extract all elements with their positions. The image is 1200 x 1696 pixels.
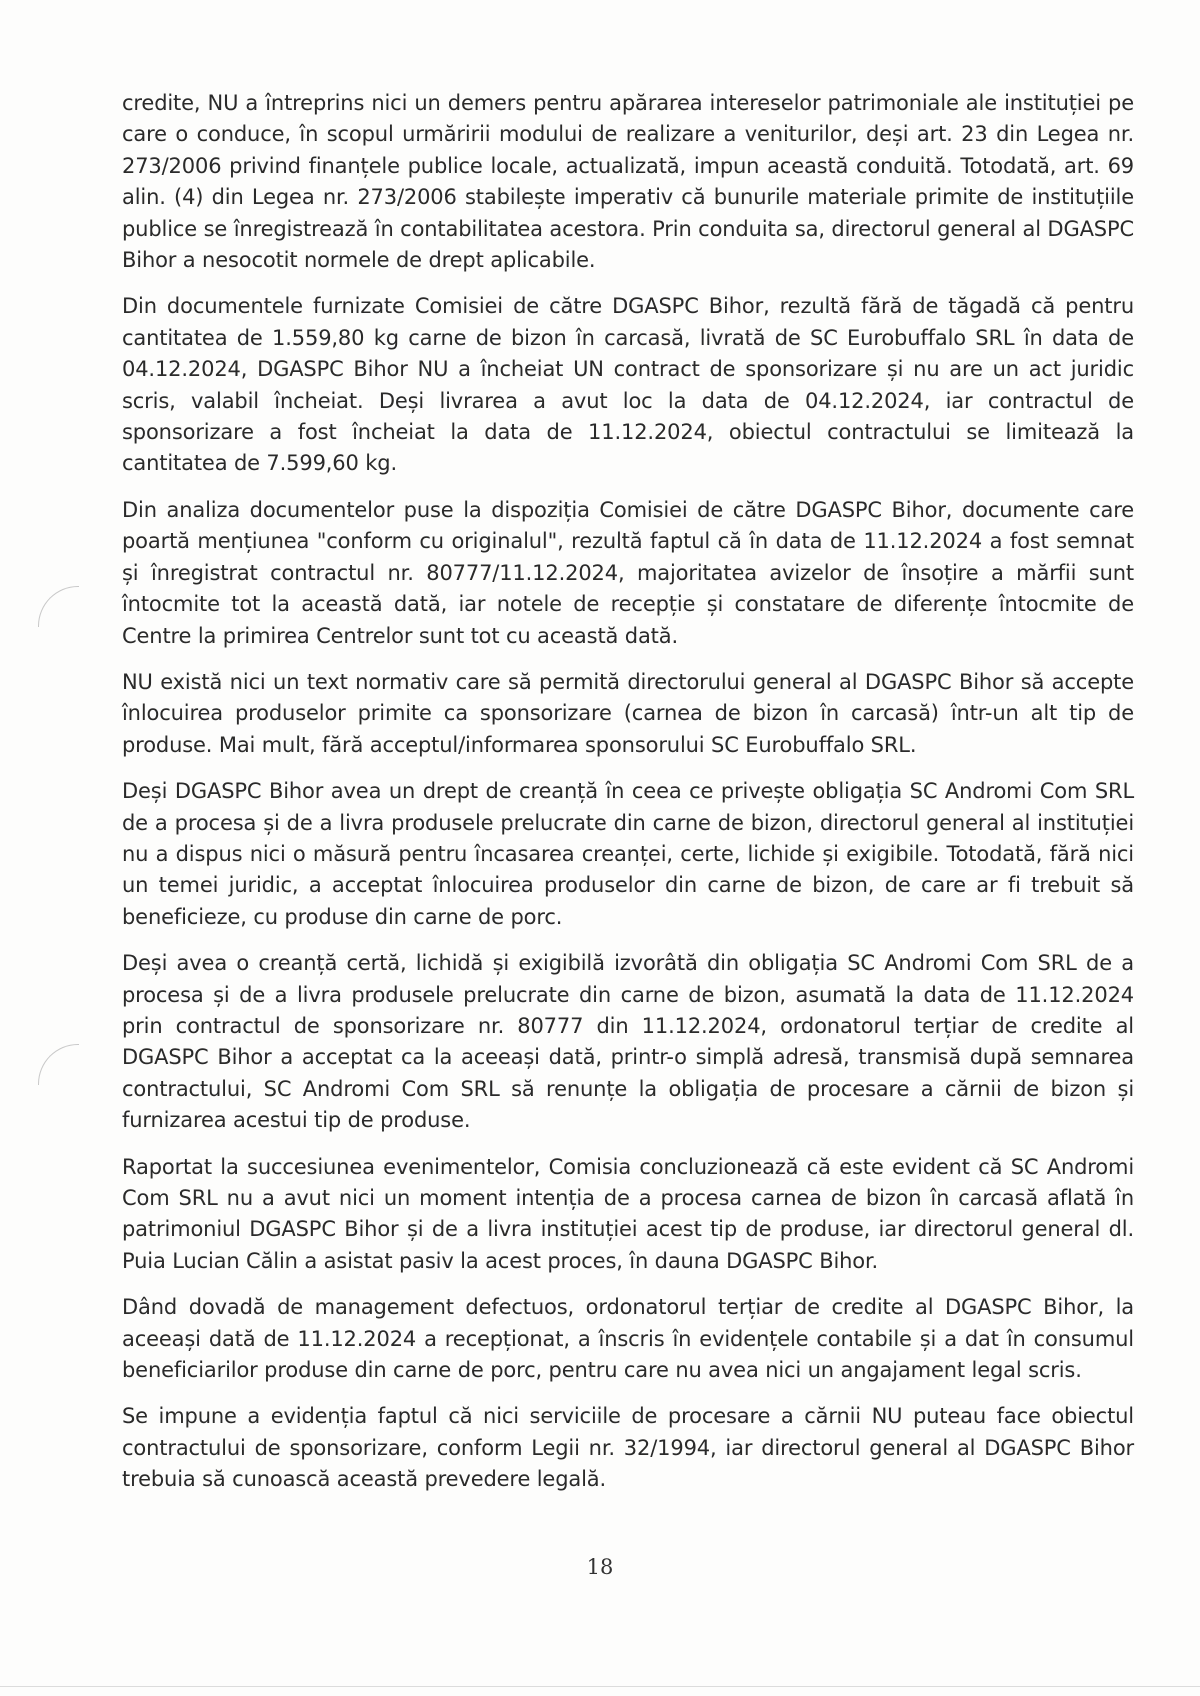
paragraph: Deși DGASPC Bihor avea un drept de creanță în ceea ce privește obligația SC Andromi Com SRL de a procesa și de a livra produsele prelucrate din carne de bizon, directorul general al instituției nu a dispus nici o măsură pentru încasarea creanței, certe, lichide și exigibile. Totodată, fără nici un temei juridic, a acceptat înlocuirea produselor din carne de bizon, de care ar fi trebuit să beneficieze, cu produse din carne de porc. [122, 779, 1134, 929]
paragraph: NU există nici un text normativ care să permită directorului general al DGASPC Bihor să accepte înlocuirea produselor primite ca sponsorizare (carnea de bizon în carcasă) într-un alt tip de produse. Mai mult, fără acceptul/informarea sponsorului SC Eurobuffalo SRL. [122, 669, 1134, 757]
paragraph: Se impune a evidenția faptul că nici serviciile de procesare a cărnii NU puteau face obiectul contractului de sponsorizare, conform Legii nr. 32/1994, iar directorul general al DGASPC Bihor trebuia să cunoască această prevedere legală. [122, 1404, 1134, 1492]
paragraph: Din analiza documentelor puse la dispoziția Comisiei de către DGASPC Bihor, documente care poartă mențiunea "conform cu originalul", rezultă faptul că în data de 11.12.2024 a fost semnat și înregistrat contractul nr. 80777/11.12.2024, majoritatea avizelor de însoțire a mărfii sunt întocmite tot la această dată, iar notele de recepție și constatare de diferențe întocmite de Centre la primirea Centrelor sunt tot cu această dată. [122, 497, 1134, 648]
paragraph: credite, NU a întreprins nici un demers pentru apărarea intereselor patrimoniale ale instituției pe care o conduce, în scopul urmăririi modului de realizare a veniturilor, deși art. 23 din Legea nr. 273/2006 privind finanțele publice locale, actualizată, impun această conduită. Totodată, art. 69 alin. (4) din Legea nr. 273/2006 stabilește imperativ că bunurile materiale primite de instituțiile publice se înregistrează în contabilitatea acestora. Prin conduita sa, directorul general al DGASPC Bihor a nesocotit normele de drept aplicabile. [122, 91, 1134, 273]
page-edge-line [0, 1686, 1200, 1687]
punch-hole-mark [38, 1044, 79, 1085]
punch-hole-mark [38, 586, 79, 627]
page-number: 18 [586, 1555, 614, 1579]
paragraph: Raportat la succesiunea evenimentelor, Comisia concluzionează că este evident că SC Andromi Com SRL nu a avut nici un moment intenția de a procesa carnea de bizon în carcasă aflată în patrimoniul DGASPC Bihor și de a livra instituției acest tip de produse, iar directorul general dl. Puia Lucian Călin a asistat pasiv la acest proces, în dauna DGASPC Bihor. [122, 1154, 1134, 1273]
paragraph: Dând dovadă de management defectuos, ordonatorul terțiar de credite al DGASPC Bihor, la aceeași dată de 11.12.2024 a recepționat, a înscris în evidențele contabile și a dat în consumul beneficiarilor produse din carne de porc, pentru care nu avea nici un angajament legal scris. [122, 1295, 1134, 1383]
paragraph: Deși avea o creanță certă, lichidă și exigibilă izvorâtă din obligația SC Andromi Com SRL de a procesa și de a livra produsele prelucrate din carne de bizon, asumată la data de 11.12.2024 prin contractul de sponsorizare nr. 80777 din 11.12.2024, ordonatorul terțiar de credite al DGASPC Bihor a acceptat ca la aceeași dată, printr-o simplă adresă, transmisă după semnarea contractului, SC Andromi Com SRL să renunțe la obligația de procesare a cărnii de bizon și furnizarea acestui tip de produse. [122, 951, 1134, 1133]
document-body [122, 88, 1134, 1511]
paragraph: Din documentele furnizate Comisiei de către DGASPC Bihor, rezultă fără de tăgadă că pentru cantitatea de 1.559,80 kg carne de bizon în carcasă, livrată de SC Eurobuffalo SRL în data de 04.12.2024, DGASPC Bihor NU a încheiat UN contract de sponsorizare și nu are un act juridic scris, valabil încheiat. Deși livrarea a avut loc la data de 04.12.2024, iar contractul de sponsorizare a fost încheiat la data de 11.12.2024, obiectul contractului se limitează la cantitatea de 7.599,60 kg. [122, 294, 1134, 476]
